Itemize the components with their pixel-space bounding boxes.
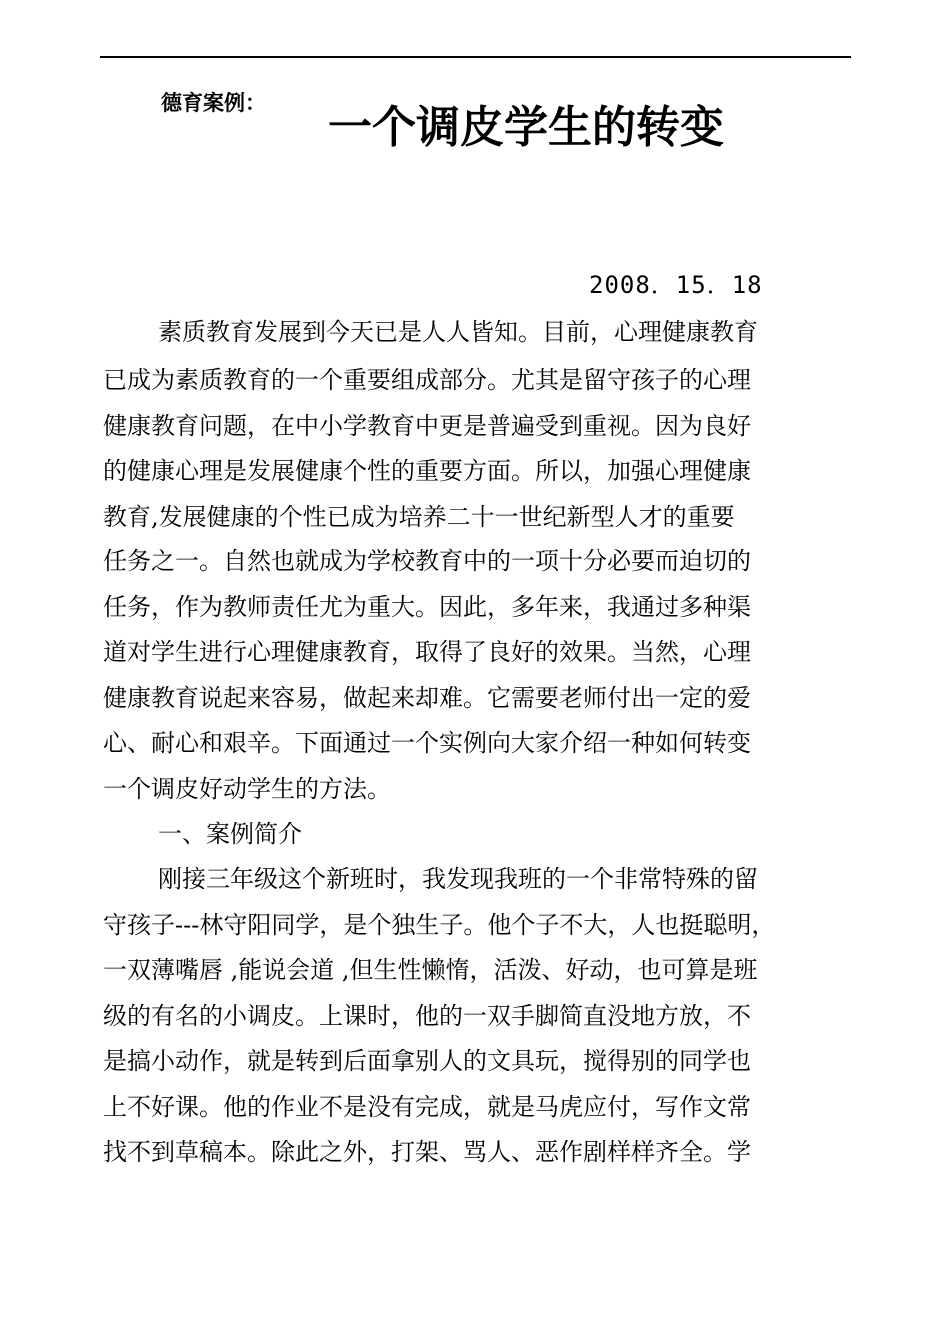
paragraph-line: 任务之一。自然也就成为学校教育中的一项十分必要而迫切的 bbox=[103, 547, 751, 575]
paragraph-line: 教育,发展健康的个性已成为培养二十一世纪新型人才的重要 bbox=[103, 503, 735, 531]
paragraph-line: 道对学生进行心理健康教育，取得了良好的效果。当然，心理 bbox=[103, 638, 751, 666]
paragraph-line: 是搞小动作，就是转到后面拿别人的文具玩，搅得别的同学也 bbox=[103, 1047, 751, 1075]
paragraph-line: 健康教育问题，在中小学教育中更是普遍受到重视。因为良好 bbox=[103, 412, 751, 440]
paragraph-line: 找不到草稿本。除此之外，打架、骂人、恶作剧样样齐全。学 bbox=[103, 1138, 751, 1166]
paragraph-line: 一双薄嘴唇 ,能说会道 ,但生性懒惰，活泼、好动，也可算是班 bbox=[103, 956, 758, 984]
paragraph-line: 任务，作为教师责任尤为重大。因此，多年来，我通过多种渠 bbox=[103, 593, 751, 621]
paragraph-line: 一个调皮好动学生的方法。 bbox=[103, 775, 391, 803]
paragraph-line: 上不好课。他的作业不是没有完成，就是马虎应付，写作文常 bbox=[103, 1093, 751, 1121]
paragraph-line: 健康教育说起来容易，做起来却难。它需要老师付出一定的爱 bbox=[103, 684, 751, 712]
paragraph-line: 级的有名的小调皮。上课时，他的一双手脚简直没地方放，不 bbox=[103, 1002, 751, 1030]
paragraph-line: 心、耐心和艰辛。下面通过一个实例向大家介绍一种如何转变 bbox=[103, 729, 751, 757]
category-label: 德育案例： bbox=[161, 91, 266, 115]
paragraph-line: 素质教育发展到今天已是人人皆知。目前，心理健康教育 bbox=[158, 318, 758, 346]
paragraph-line: 刚接三年级这个新班时，我发现我班的一个非常特殊的留 bbox=[158, 865, 758, 893]
paragraph-line: 已成为素质教育的一个重要组成部分。尤其是留守孩子的心理 bbox=[103, 366, 751, 394]
section-heading: 一、案例简介 bbox=[158, 820, 302, 848]
document-date: 2008．15．18 bbox=[589, 271, 763, 299]
header-rule bbox=[100, 56, 851, 58]
paragraph-line: 的健康心理是发展健康个性的重要方面。所以，加强心理健康 bbox=[103, 457, 751, 485]
paragraph-line: 守孩子---林守阳同学，是个独生子。他个子不大，人也挺聪明， bbox=[103, 911, 776, 939]
document-title: 一个调皮学生的转变 bbox=[328, 102, 724, 153]
